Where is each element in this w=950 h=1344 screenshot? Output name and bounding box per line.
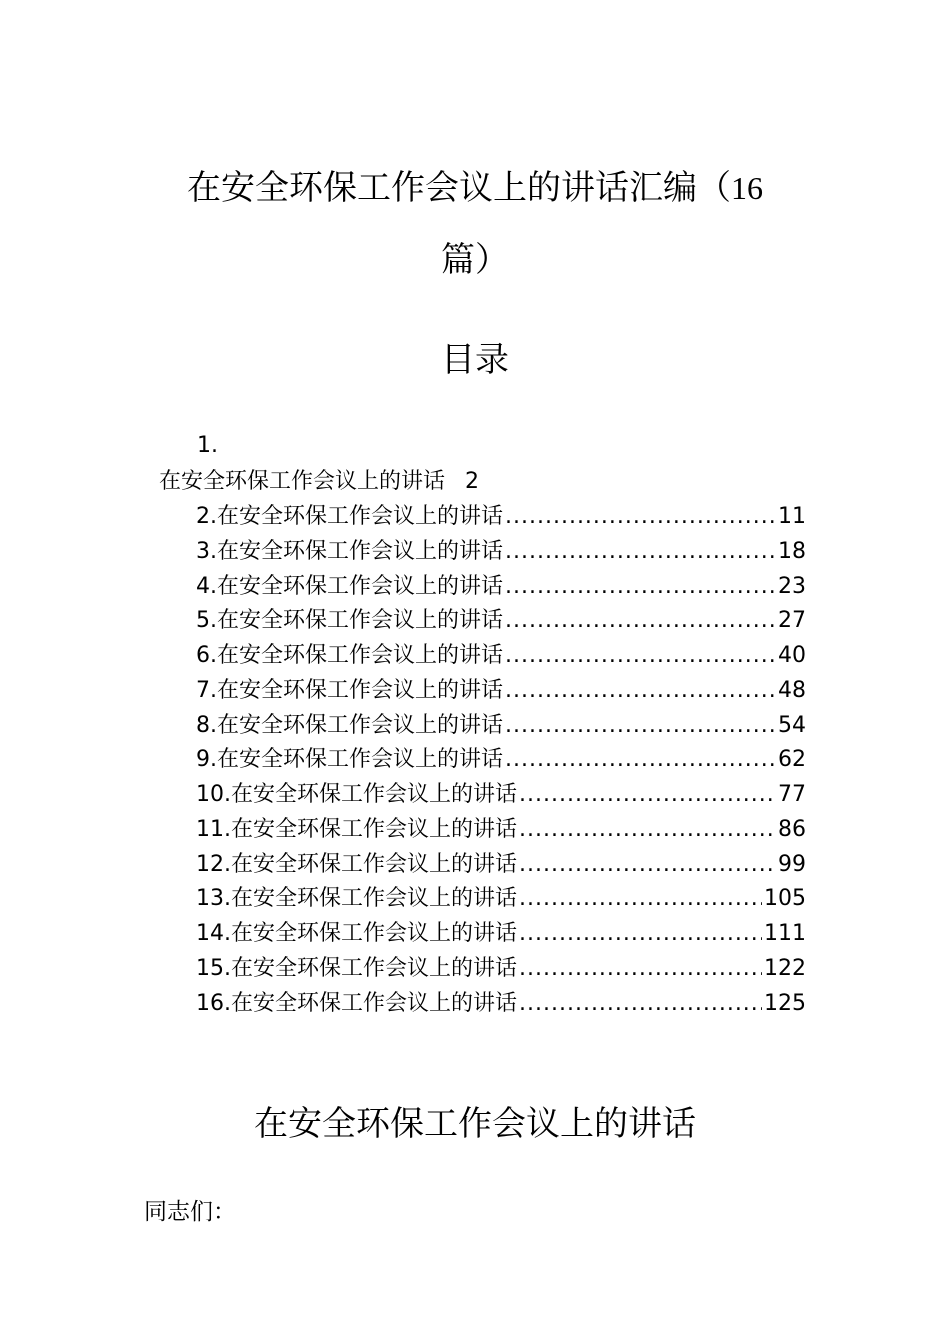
toc-entry-label: 11.在安全环保工作会议上的讲话 (196, 816, 517, 842)
document-title-line-1 (150, 152, 800, 224)
toc-entry[interactable] (196, 987, 806, 1022)
toc-entry-label: 10.在安全环保工作会议上的讲话 (196, 782, 517, 807)
toc-leader-dots (519, 778, 776, 813)
toc-entry[interactable] (196, 917, 806, 952)
toc-leader-dots (505, 535, 776, 570)
toc-leader-dots (505, 500, 776, 535)
toc-entry-page: 2 (465, 469, 480, 494)
toc-list (196, 500, 806, 1021)
toc-leader-dots (505, 639, 776, 674)
document-title-text: 在安全环保工作会议上的讲话汇编（ (187, 168, 731, 208)
toc-entry-label: 12.在安全环保工作会议上的讲话 (196, 851, 517, 877)
toc-entry-page: 122 (764, 955, 806, 981)
toc-entry-page: 18 (778, 538, 806, 564)
document-title-line-2: 篇） (441, 240, 509, 280)
toc-entry-page: 99 (778, 851, 806, 877)
toc-entry-label: 7.在安全环保工作会议上的讲话 (196, 677, 503, 703)
toc-entry[interactable] (196, 882, 806, 917)
toc-entry[interactable] (196, 743, 806, 778)
toc-heading: 目录 (441, 340, 509, 380)
toc-entry[interactable] (196, 639, 806, 674)
toc-leader-dots (519, 952, 762, 987)
toc-entry[interactable] (196, 848, 806, 883)
toc-entry-page: 86 (778, 816, 806, 842)
toc-entry-label: 5.在安全环保工作会议上的讲话 (196, 608, 503, 634)
toc-entry-page: 125 (764, 990, 806, 1016)
salutation: 同志们： (144, 1199, 236, 1225)
toc-entry-page: 77 (778, 782, 806, 807)
toc-entry-label: 2.在安全环保工作会议上的讲话 (196, 504, 503, 529)
toc-entry-label: 15.在安全环保工作会议上的讲话 (196, 955, 517, 981)
toc-leader-dots (505, 674, 776, 709)
toc-leader-dots (505, 743, 776, 778)
toc-entry[interactable] (196, 604, 806, 639)
toc-entry-label: 14.在安全环保工作会议上的讲话 (196, 921, 517, 946)
toc-entry-label: 8.在安全环保工作会议上的讲话 (196, 712, 503, 738)
toc-entry[interactable] (196, 709, 806, 744)
toc-entry-label: 6.在安全环保工作会议上的讲话 (196, 643, 503, 668)
toc-entry[interactable] (196, 813, 806, 848)
toc-entry[interactable] (196, 778, 806, 813)
toc-entry-label: 13.在安全环保工作会议上的讲话 (196, 886, 517, 912)
toc-leader-dots (519, 813, 776, 848)
section-title: 在安全环保工作会议上的讲话 (254, 1104, 696, 1144)
toc-entry-page: 48 (778, 677, 806, 703)
toc-entry[interactable] (196, 535, 806, 570)
toc-entry-label: 16.在安全环保工作会议上的讲话 (196, 990, 517, 1016)
toc-entry-page: 23 (778, 573, 806, 599)
document-title-count: 16 (731, 170, 763, 206)
toc-entry[interactable] (196, 952, 806, 987)
toc-first-entry[interactable] (159, 466, 479, 498)
toc-entry-page: 27 (778, 608, 806, 634)
toc-leader-dots (519, 882, 762, 917)
toc-entry[interactable] (196, 674, 806, 709)
toc-entry[interactable] (196, 570, 806, 605)
toc-entry-page: 105 (764, 886, 806, 912)
toc-leader-dots (505, 604, 776, 639)
toc-entry[interactable] (196, 500, 806, 535)
toc-entry-page: 54 (778, 712, 806, 738)
document-title (150, 152, 800, 296)
toc-entry-label: 9.在安全环保工作会议上的讲话 (196, 747, 503, 773)
toc-leader-dots (519, 917, 762, 952)
toc-entry-label: 3.在安全环保工作会议上的讲话 (196, 538, 503, 564)
toc-entry-label: 4.在安全环保工作会议上的讲话 (196, 573, 503, 599)
toc-leader-dots (519, 848, 776, 883)
toc-leader-dots (505, 570, 776, 605)
toc-first-entry-number[interactable]: 1. (197, 433, 218, 458)
toc-entry-page: 111 (764, 921, 806, 946)
toc-leader-dots (519, 987, 762, 1022)
toc-entry-page: 62 (778, 747, 806, 773)
toc-entry-label: 在安全环保工作会议上的讲话 (159, 469, 446, 494)
toc-entry-page: 40 (778, 643, 806, 668)
toc-leader-dots (505, 709, 776, 744)
toc-entry-page: 11 (778, 504, 806, 529)
